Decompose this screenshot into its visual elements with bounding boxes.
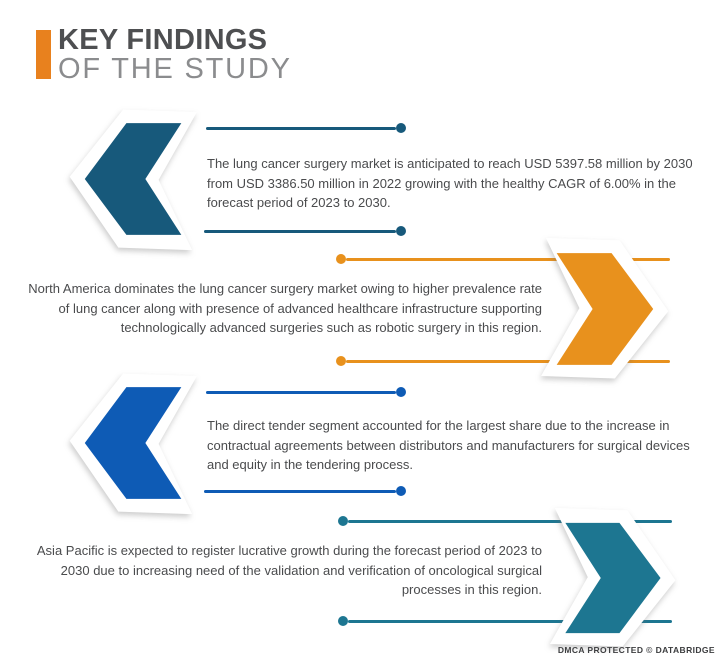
connector-dot: [338, 616, 348, 626]
connector-line: [204, 490, 396, 493]
finding-text-3: The direct tender segment accounted for the largest share due to the increase in contractual agreements between distributors and manufacturers for surgical devices and equity in the tendering process.: [207, 418, 690, 472]
connector-bottom-1: [204, 226, 406, 236]
page-title: KEY FINDINGS: [58, 24, 268, 56]
connector-dot: [396, 486, 406, 496]
connector-dot: [336, 356, 346, 366]
chevron-left-icon: [60, 108, 208, 250]
connector-line: [206, 391, 396, 394]
connector-top-1: [206, 123, 406, 133]
chevron-right-icon: [534, 238, 674, 380]
dmca-watermark: DMCA PROTECTED © DATABRIDGE: [557, 645, 715, 655]
connector-top-3: [206, 387, 406, 397]
connector-dot: [396, 123, 406, 133]
chevron-right-icon: [542, 508, 682, 648]
connector-dot: [338, 516, 348, 526]
connector-dot: [396, 226, 406, 236]
connector-line: [206, 127, 396, 130]
connector-line: [204, 230, 396, 233]
connector-dot: [336, 254, 346, 264]
page-subtitle: OF THE STUDY: [58, 53, 292, 85]
finding-text-1: The lung cancer surgery market is anticipated to reach USD 5397.58 million by 2030 from USD 3386.50 million in 2022 growing with the healthy CAGR of 6.00% in the forecast period of 2023 to 2030.: [207, 156, 693, 210]
title-accent-bar: [36, 30, 51, 79]
finding-text-4: Asia Pacific is expected to register lucrative growth during the forecast period of 2023 to 2030 due to increasing need of the validation and verification of oncological surgical processes in this region.: [36, 543, 542, 597]
chevron-left-icon: [60, 372, 208, 514]
connector-dot: [396, 387, 406, 397]
finding-text-2: North America dominates the lung cancer surgery market owing to higher prevalence rate of lung cancer along with presence of advanced healthcare infrastructure supporting technologically advanced surgeries such as robotic surgery in this region.: [28, 281, 542, 335]
connector-bottom-3: [204, 486, 406, 496]
